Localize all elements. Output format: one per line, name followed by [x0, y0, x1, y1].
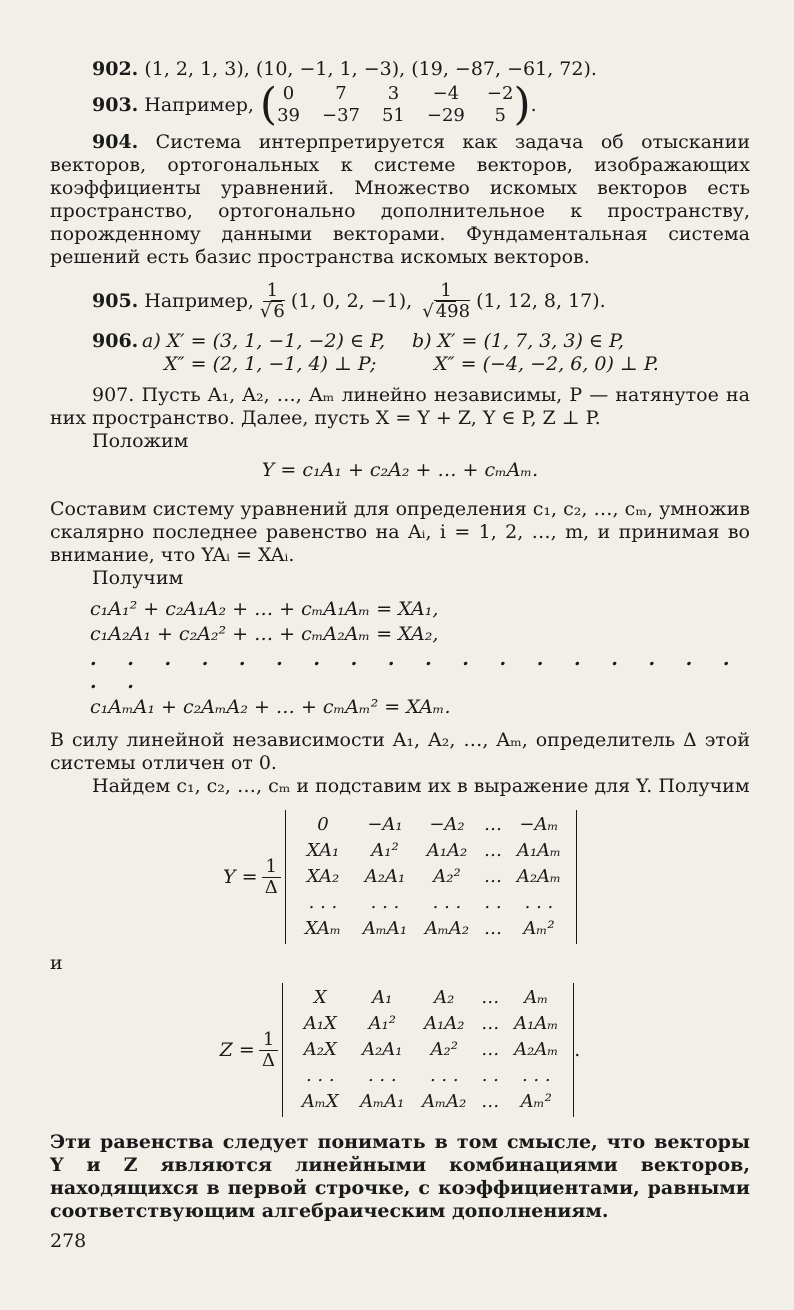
determinant-cell: . . .	[521, 1065, 551, 1086]
determinant-cell: A₂²	[430, 1039, 458, 1060]
determinant-row	[292, 838, 570, 864]
determinant-cell: . .	[484, 892, 502, 913]
determinant-cell: Aₘ	[524, 987, 549, 1008]
answer-number: 905.	[92, 290, 139, 312]
fraction-denominator: √ 6	[259, 301, 285, 322]
sqrt-radicand: 6	[273, 301, 285, 322]
determinant-cell: A₂X	[303, 1039, 337, 1060]
determinant-cell: . . .	[305, 1065, 335, 1086]
equation-system	[50, 598, 750, 719]
matrix-right-paren: )	[513, 79, 531, 130]
determinant-row	[292, 812, 570, 838]
determinant-row	[289, 1037, 567, 1063]
determinant-cell: X	[313, 987, 327, 1008]
answer-906-b1: b) X′ = (1, 7, 3, 3) ∈ P,	[412, 330, 624, 352]
determinant-cell: −A₂	[429, 814, 465, 835]
y-fraction	[262, 857, 281, 898]
determinant-cell: 0	[317, 814, 329, 835]
determinant-row	[289, 1063, 567, 1089]
answer-902	[50, 58, 750, 81]
determinant-cell: AₘA₁	[362, 918, 408, 939]
fraction-numerator: 1	[259, 1030, 278, 1051]
equation-row: c₁AₘA₁ + c₂AₘA₂ + … + cₘAₘ² = XAₘ.	[90, 696, 451, 718]
matrix-cell: 0	[282, 83, 295, 104]
fraction-denominator: Δ	[262, 1049, 276, 1071]
answer-number: 904.	[92, 131, 139, 153]
answer-904	[50, 131, 750, 269]
determinant-cell: Aₘ²	[520, 1091, 552, 1112]
vector-2: (1, 12, 8, 17).	[476, 290, 606, 312]
determinant-z	[282, 983, 574, 1117]
determinant-cell: −Aₘ	[519, 814, 559, 835]
fraction-numerator: 1	[263, 281, 282, 302]
answer-905	[50, 281, 750, 322]
determinant-z-block	[50, 983, 750, 1117]
vector-1: (1, 0, 2, −1),	[290, 290, 413, 312]
determinant-cell: A₂Aₘ	[516, 866, 562, 887]
equation-system-rows	[90, 598, 750, 719]
determinant-cell: A₂²	[433, 866, 461, 887]
answer-text: Пусть A₁, A₂, …, Aₘ линейно независимы, P — натянутое на них пространство. Далее, пусть X = Y + Z, Y ∈ P, Z ⊥ P.	[50, 384, 750, 429]
determinant-cell: Aₘ²	[523, 918, 555, 939]
fraction-1	[258, 281, 287, 322]
determinant-cell: . . .	[432, 892, 462, 913]
fraction-numerator: 1	[262, 857, 281, 878]
determinant-cell: …	[483, 814, 502, 835]
determinant-cell: . .	[481, 1065, 499, 1086]
equation-y: Y = c₁A₁ + c₂A₂ + … + cₘAₘ.	[261, 459, 539, 481]
determinant-cell: XAₘ	[304, 918, 342, 939]
determinant-cell: …	[481, 987, 500, 1008]
matrix-cell: −37	[321, 105, 360, 126]
matrix-cell: 3	[387, 83, 400, 104]
determinant-row	[292, 890, 570, 916]
determinant-z-period: .	[574, 1038, 581, 1061]
answer-number: 903.	[92, 93, 139, 116]
matrix-cell: −2	[486, 83, 514, 104]
and-label: и	[50, 952, 63, 974]
determinant-cell: −A₁	[367, 814, 403, 835]
determinant-cell: AₘA₂	[422, 1091, 467, 1112]
determinant-cell: …	[483, 918, 502, 939]
answer-number: 906.	[92, 330, 139, 352]
fraction-numerator: 1	[436, 281, 455, 302]
determinant-cell: A₁Aₘ	[516, 840, 562, 861]
equation-row: c₁A₁² + c₂A₁A₂ + … + cₘA₁Aₘ = XA₁,	[90, 598, 439, 620]
determinant-cell: A₁	[372, 987, 393, 1008]
matrix-cell: 7	[335, 83, 347, 104]
answer-906	[50, 330, 750, 376]
answer-906-a2: X″ = (2, 1, −1, 4) ⊥ P;	[164, 353, 377, 375]
determinant-cell: XA₁	[306, 840, 340, 861]
matrix-cell: −29	[426, 105, 465, 126]
determinant-cell: A₁²	[368, 1013, 396, 1034]
answer-906-b2: X″ = (−4, −2, 6, 0) ⊥ P.	[434, 353, 659, 375]
equation-row: c₁A₂A₁ + c₂A₂² + … + cₘA₂Aₘ = XA₂,	[90, 623, 439, 645]
determinant-cell: . . .	[367, 1065, 397, 1086]
determinant-cell: XA₂	[306, 866, 340, 887]
sostavim-text: Составим систему уравнений для определения c₁, c₂, …, cₘ, умножив скалярно последнее равенство на Aᵢ, i = 1, 2, …, m, и принимая во внимание, что YAᵢ = XAᵢ.	[50, 498, 750, 566]
fraction-2	[420, 281, 472, 322]
matrix-cell: 39	[277, 105, 300, 126]
determinant-cell: …	[481, 1039, 500, 1060]
page-content	[50, 58, 750, 1223]
answer-number: 907.	[92, 384, 135, 406]
determinant-row	[289, 985, 567, 1011]
determinant-row	[289, 1089, 567, 1115]
fraction-denominator: Δ	[264, 876, 278, 898]
matrix-period: .	[530, 93, 537, 116]
answer-903	[50, 79, 750, 130]
determinant-cell: A₂Aₘ	[514, 1039, 559, 1060]
page-number: 278	[50, 1230, 87, 1252]
determinant-cell: …	[483, 866, 502, 887]
answer-lead: Например,	[144, 290, 254, 312]
determinant-cell: …	[483, 840, 502, 861]
answer-number: 902.	[92, 58, 139, 80]
determinant-y	[285, 810, 577, 944]
z-lhs: Z =	[219, 1038, 255, 1061]
equation-row: . . . . . . . . . . . . . . . . . . . .	[90, 648, 742, 693]
determinant-row	[289, 1011, 567, 1037]
determinant-cell: AₘA₁	[360, 1091, 405, 1112]
z-fraction	[259, 1030, 278, 1071]
answer-text: (1, 2, 1, 3), (10, −1, 1, −3), (19, −87, −61, 72).	[144, 58, 597, 80]
fraction-denominator: √ 498	[422, 301, 471, 322]
determinant-cell: . . .	[308, 892, 338, 913]
determinant-cell: A₁X	[303, 1013, 337, 1034]
determinant-row	[292, 864, 570, 890]
sqrt-radicand: 498	[435, 301, 471, 322]
determinant-cell: A₂A₁	[362, 1039, 403, 1060]
matrix-cell: 51	[381, 105, 405, 126]
matrix-left-paren: (	[259, 79, 278, 130]
determinant-cell: A₁²	[371, 840, 399, 861]
y-lhs: Y =	[223, 865, 258, 888]
vsilu-text: В силу линейной независимости A₁, A₂, …, Aₘ, определитель Δ этой системы отличен от 0.	[50, 729, 750, 774]
determinant-cell: . . .	[524, 892, 554, 913]
determinant-cell: A₂A₁	[364, 866, 406, 887]
determinant-cell: A₁A₂	[424, 1013, 465, 1034]
determinant-y-block	[50, 810, 750, 944]
answer-lead: Например,	[144, 93, 254, 116]
determinant-cell: A₂	[434, 987, 455, 1008]
determinant-cell: . . .	[370, 892, 400, 913]
matrix-cell: 5	[494, 105, 506, 126]
determinant-cell: AₘA₂	[424, 918, 470, 939]
determinant-cell: A₁Aₘ	[514, 1013, 559, 1034]
determinant-row	[292, 916, 570, 942]
matrix-903	[277, 83, 513, 127]
answer-906-a1: a) X′ = (3, 1, −1, −2) ∈ P,	[142, 330, 385, 352]
naidem-text: Найдем c₁, c₂, …, cₘ и подставим их в выражение для Y. Получим	[92, 775, 750, 797]
determinant-cell: . . .	[429, 1065, 459, 1086]
determinant-cell: …	[481, 1013, 500, 1034]
answer-907-intro	[50, 384, 750, 430]
determinant-cell: A₁A₂	[426, 840, 468, 861]
final-text: Эти равенства следует понимать в том смысле, что векторы Y и Z являются линейными комбинациями векторов, находящихся в первой строчке, с коэффициентами, равными соответствующим алгебраическим дополнениям.	[50, 1131, 750, 1222]
polozhim-label: Положим	[92, 430, 189, 452]
poluchim-label: Получим	[92, 567, 184, 589]
determinant-cell: AₘX	[301, 1091, 339, 1112]
determinant-cell: …	[481, 1091, 500, 1112]
answer-text: Система интерпретируется как задача об отыскании векторов, ортогональных к системе векторов, изображающих коэффициенты уравнений. Множество искомых векторов есть пространство, ортогонально дополнительное к пространству, порожденному данными векторами. Фундаментальная система решений есть базис пространства искомых векторов.	[50, 131, 750, 268]
matrix-cell: −4	[432, 83, 460, 104]
